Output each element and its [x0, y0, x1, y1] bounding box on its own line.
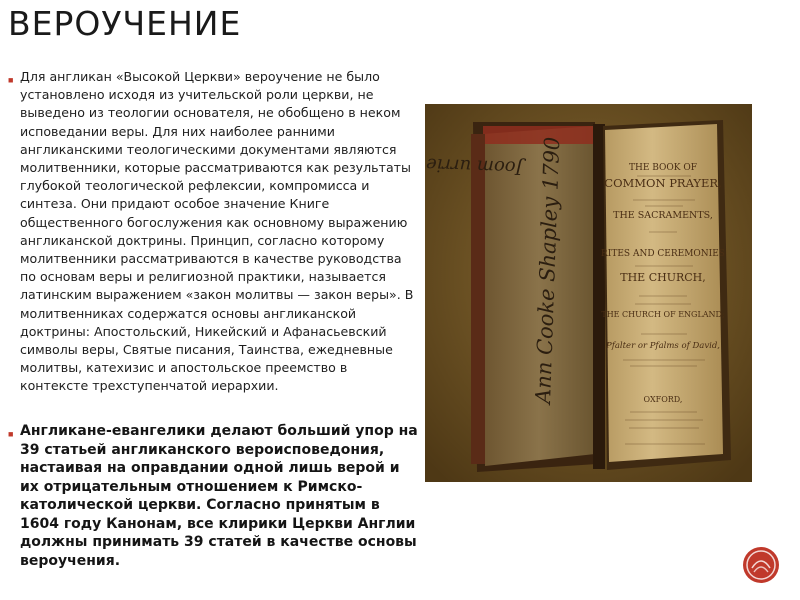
book-title-line-4: RITES AND CEREMONIES — [601, 249, 725, 259]
book-title-line-7: Pfalter or Pfalms of David, — [605, 341, 721, 351]
bullet-marker-icon: ■ — [8, 429, 14, 439]
prayer-book-photo — [425, 104, 752, 482]
bullet-paragraph-2 — [8, 422, 418, 570]
book-title-line-2: COMMON PRAYER, — [604, 176, 722, 190]
book-title-line-5: THE CHURCH, — [620, 271, 706, 284]
book-title-line-8: OXFORD, — [643, 395, 683, 404]
book-title-line-3: THE SACRAMENTS, — [613, 210, 713, 221]
paragraph-text-1: Для англикан «Высокой Церкви» вероучение не было установлено исходя из учительской роли церкви, не выведено из теологии основателя, не обобщено в неком исповедании веры. Для них наиболее ранними англиканскими теологическими документами являются молитвенники, которые рассматриваются как результаты глубокой теологической рефлексии, компромисса и синтеза. Они придают особое значение Книге общественного богослужения как основному выражению англиканской доктрины. Принцип, согласно которому молитвенники рассматриваются в качестве руководства по основам веры и религиозной практики, называется латинским выражением «закон молитвы — закон веры». В молитвенниках содержатся основы англиканской доктрины: Апостольский, Никейский и Афанасьевский символы веры, Святые писания, Таинства, ежедневные молитвы, катехизис и апостольское преемство в контексте трехступенчатой иерархии. — [20, 69, 414, 394]
slide-title: ВЕРОУЧЕНИЕ — [8, 4, 242, 43]
handwriting-top-text: Joom urrie — [425, 153, 524, 178]
book-title-line-6: THE CHURCH OF ENGLAND; — [601, 310, 725, 319]
handwriting-name-text: Ann Cooke Shapley 1790 — [531, 136, 565, 405]
book-title-line-1: THE BOOK OF — [628, 163, 698, 173]
presentation-logo-icon — [742, 546, 780, 584]
paragraph-text-2: Англикане-евангелики делают больший упор на 39 статьей англиканского вероисповедония, настаивая на оправдании одной лишь верой и их отрицательным отношением к Римско-католической церкви. Согласно принятым в 1604 году Канонам, все клирики Церкви Англии должны принимать 39 статей в качестве основы вероучения. — [20, 423, 418, 569]
bullet-marker-icon: ■ — [8, 75, 14, 85]
bullet-paragraph-1 — [8, 68, 416, 396]
